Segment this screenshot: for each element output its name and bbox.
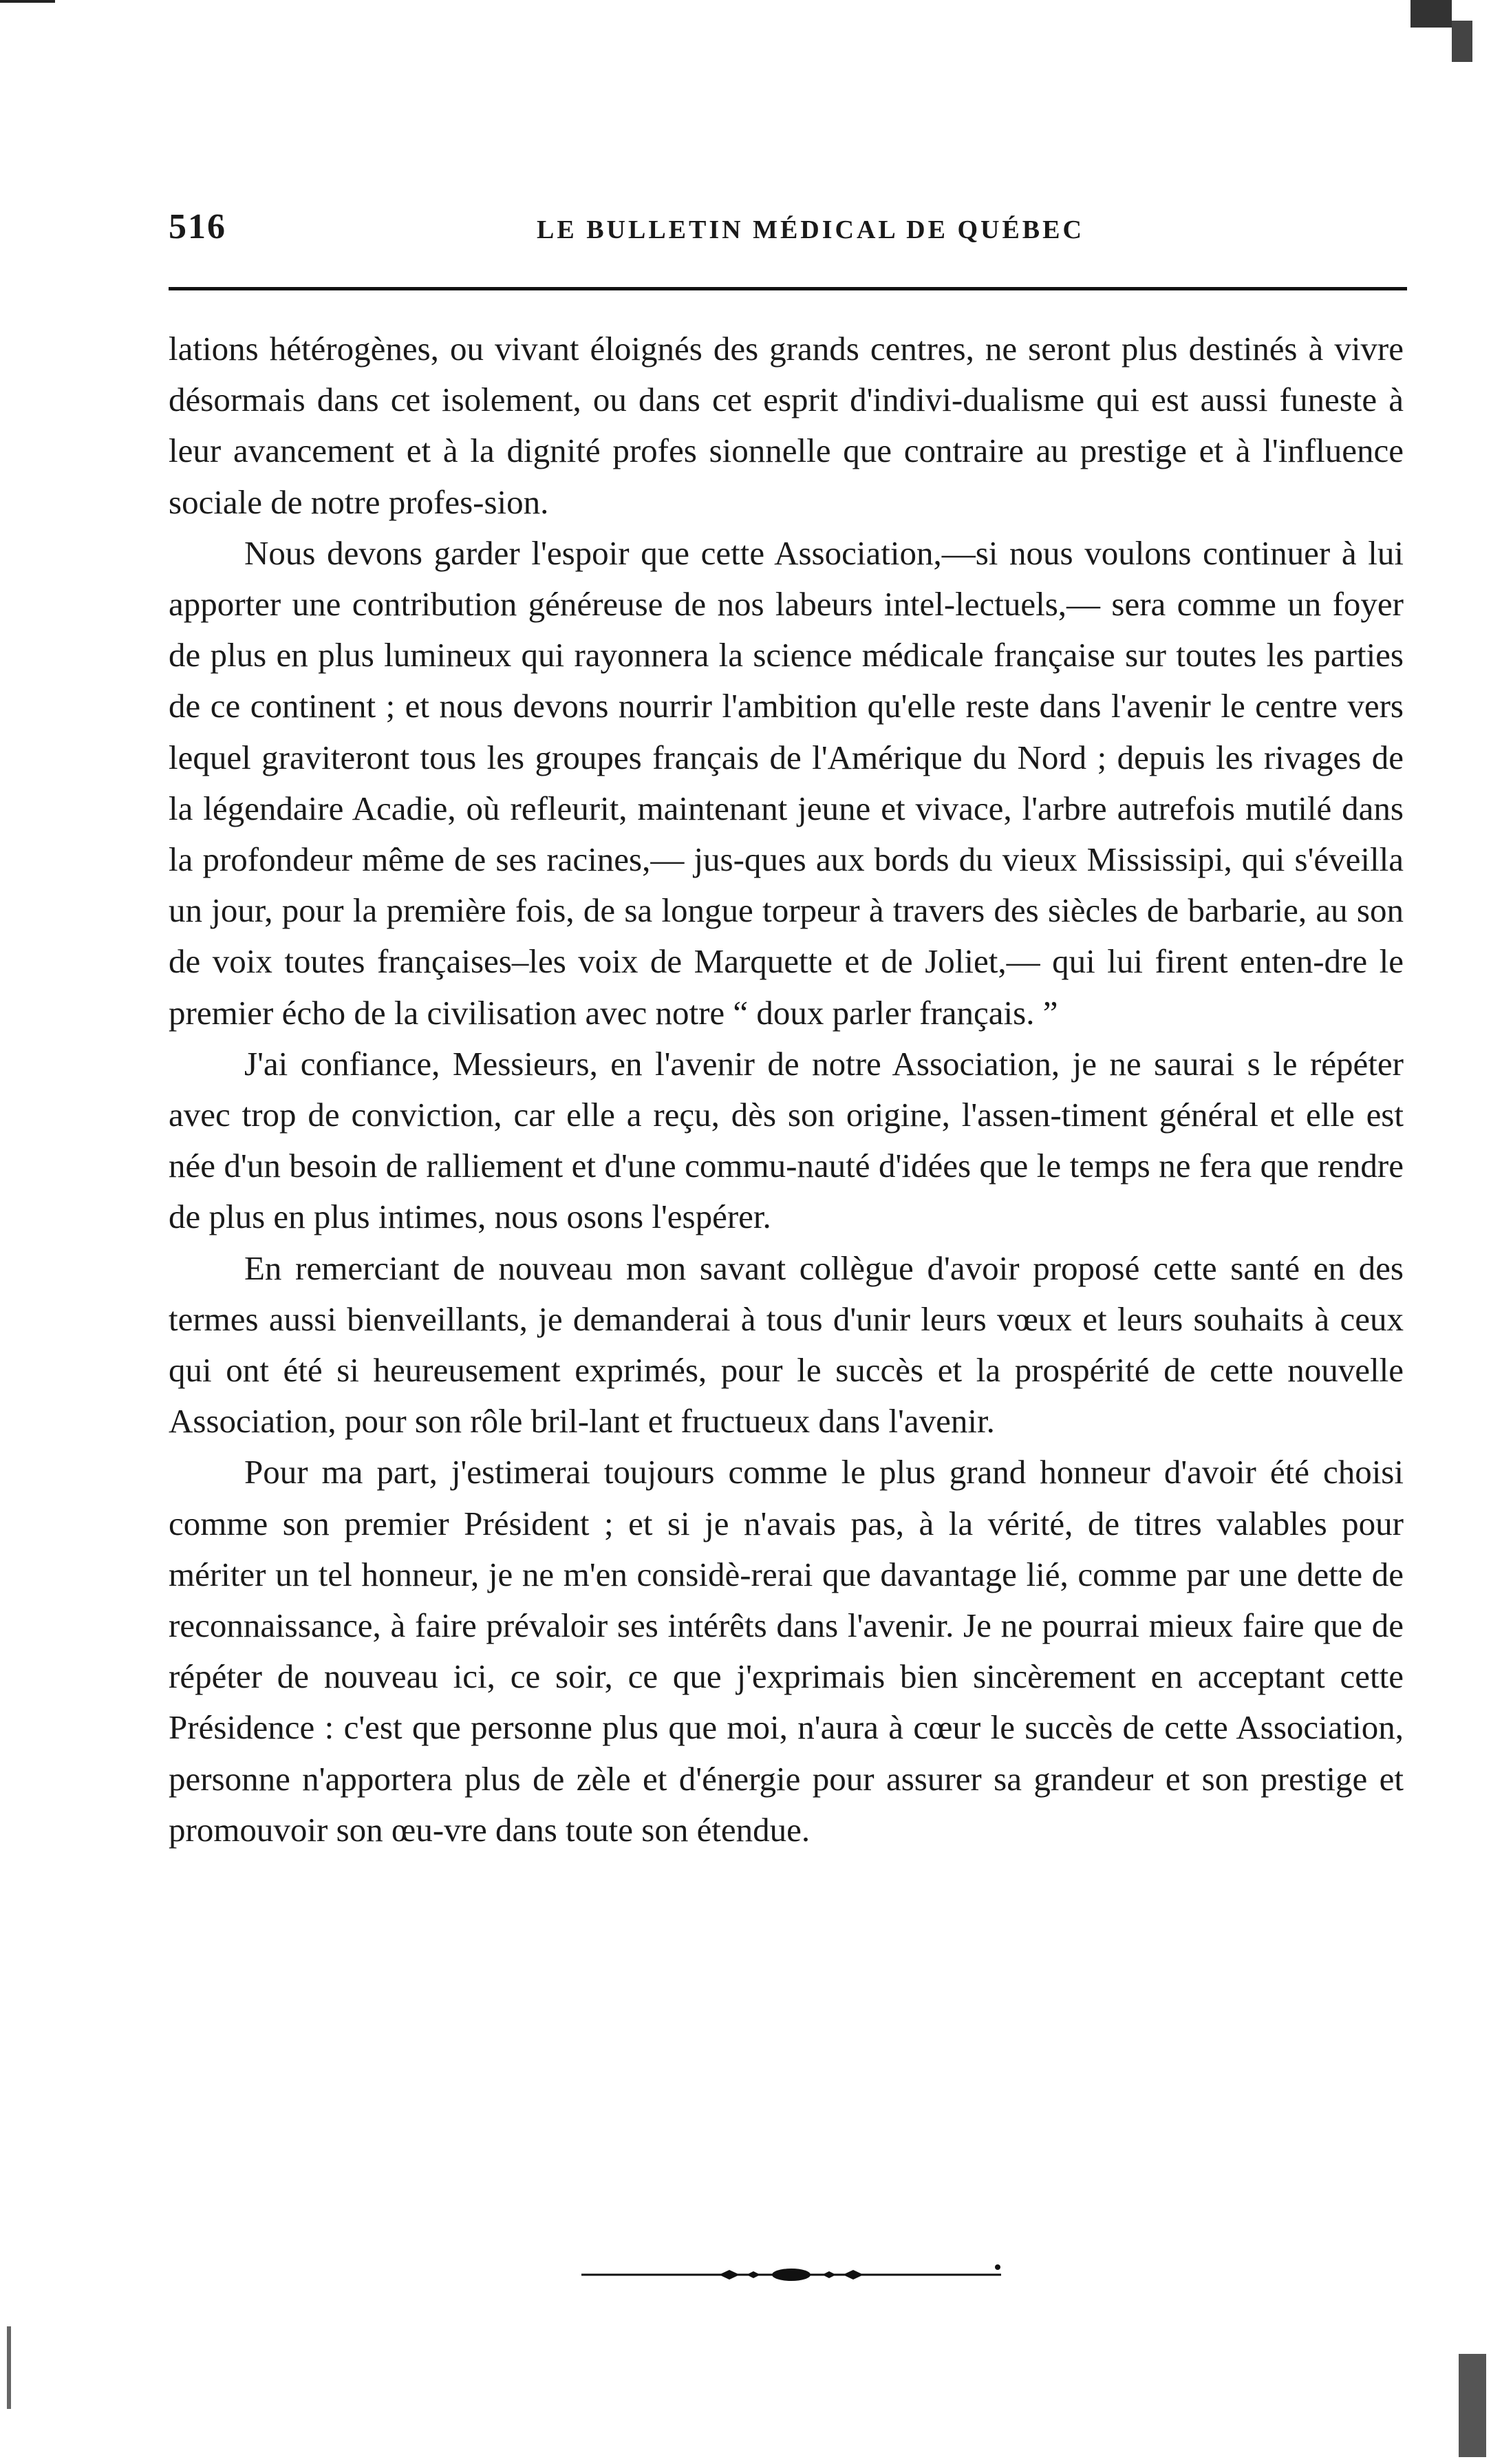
page-header bbox=[169, 200, 1407, 262]
scan-artifact bbox=[1410, 0, 1452, 28]
end-ornament bbox=[581, 2264, 1001, 2285]
paragraph-1: lations hétérogènes, ou vivant éloignés des grands centres, ne seront plus destinés à vivre désormais dans cet isolement, ou dans cet esprit d'indivi-dualisme qui est aussi funeste à leur avancement et à la dignité profes sionnelle que contraire au prestige et à l'influence sociale de notre profes-sion. bbox=[169, 330, 1404, 521]
scan-artifact bbox=[7, 2326, 11, 2409]
paragraph-5: Pour ma part, j'estimerai toujours comme le plus grand honneur d'avoir été choisi comme son premier Président ; et si je n'avais pas, à la vérité, de titres valables pour mériter un tel honneur, je ne m'en considè-rerai que davantage lié, comme par une dette de reconnaissance, à faire prévaloir ses intérêts dans l'avenir. Je ne pourrai mieux faire que de répéter de nouveau ici, ce soir, ce que j'exprimais bien sincèrement en acceptant cette Présidence : c'est que personne plus que moi, n'aura à cœur le succès de cette Association, personne n'apportera plus de zèle et d'énergie pour assurer sa grandeur et son prestige et promouvoir son œu-vre dans toute son étendue. bbox=[169, 1453, 1404, 1849]
paragraph-3: J'ai confiance, Messieurs, en l'avenir de notre Association, je ne saurai s le répéter avec trop de conviction, car elle a reçu, dès son origine, l'assen-timent général et elle est née d'un besoin de ralliement et d'une commu-nauté d'idées que le temps ne fera que rendre de plus en plus intimes, nous osons l'espérer. bbox=[169, 1044, 1404, 1236]
header-rule bbox=[169, 287, 1407, 290]
scan-artifact bbox=[1459, 2354, 1486, 2457]
scan-artifact bbox=[1452, 21, 1472, 62]
paragraph-4: En remerciant de nouveau mon savant collègue d'avoir proposé cette santé en des termes aussi bienveillants, je demanderai à tous d'unir leurs vœux et leurs souhaits à ceux qui ont été si heureusement exprimés, pour le succès et la prospérité de cette nouvelle Association, pour son rôle bril-lant et fructueux dans l'avenir. bbox=[169, 1249, 1404, 1441]
running-title: LE BULLETIN MÉDICAL DE QUÉBEC bbox=[537, 215, 1084, 244]
paragraph-2: Nous devons garder l'espoir que cette Association,—si nous voulons continuer à lui apporter une contribution généreuse de nos labeurs intel-lectuels,— sera comme un foyer de plus en plus lumineux qui rayonnera la science médicale française sur toutes les parties de ce continent ; et nous devons nourrir l'ambition qu'elle reste dans l'avenir le centre vers lequel graviteront tous les groupes français de l'Amérique du Nord ; depuis les rivages de la légendaire Acadie, où refleurit, maintenant jeune et vivace, l'arbre autrefois mutilé dans la profondeur même de ses racines,— jus-ques aux bords du vieux Mississipi, qui s'éveilla un jour, pour la première fois, de sa longue torpeur à travers des siècles de barbarie, au son de voix toutes françaises–les voix de Marquette et de Joliet,— qui lui firent enten-dre le premier écho de la civilisation avec notre “ doux parler français. ” bbox=[169, 533, 1404, 1032]
article-body bbox=[169, 323, 1404, 1856]
scan-artifact bbox=[0, 0, 55, 3]
page-number: 516 bbox=[169, 207, 226, 246]
